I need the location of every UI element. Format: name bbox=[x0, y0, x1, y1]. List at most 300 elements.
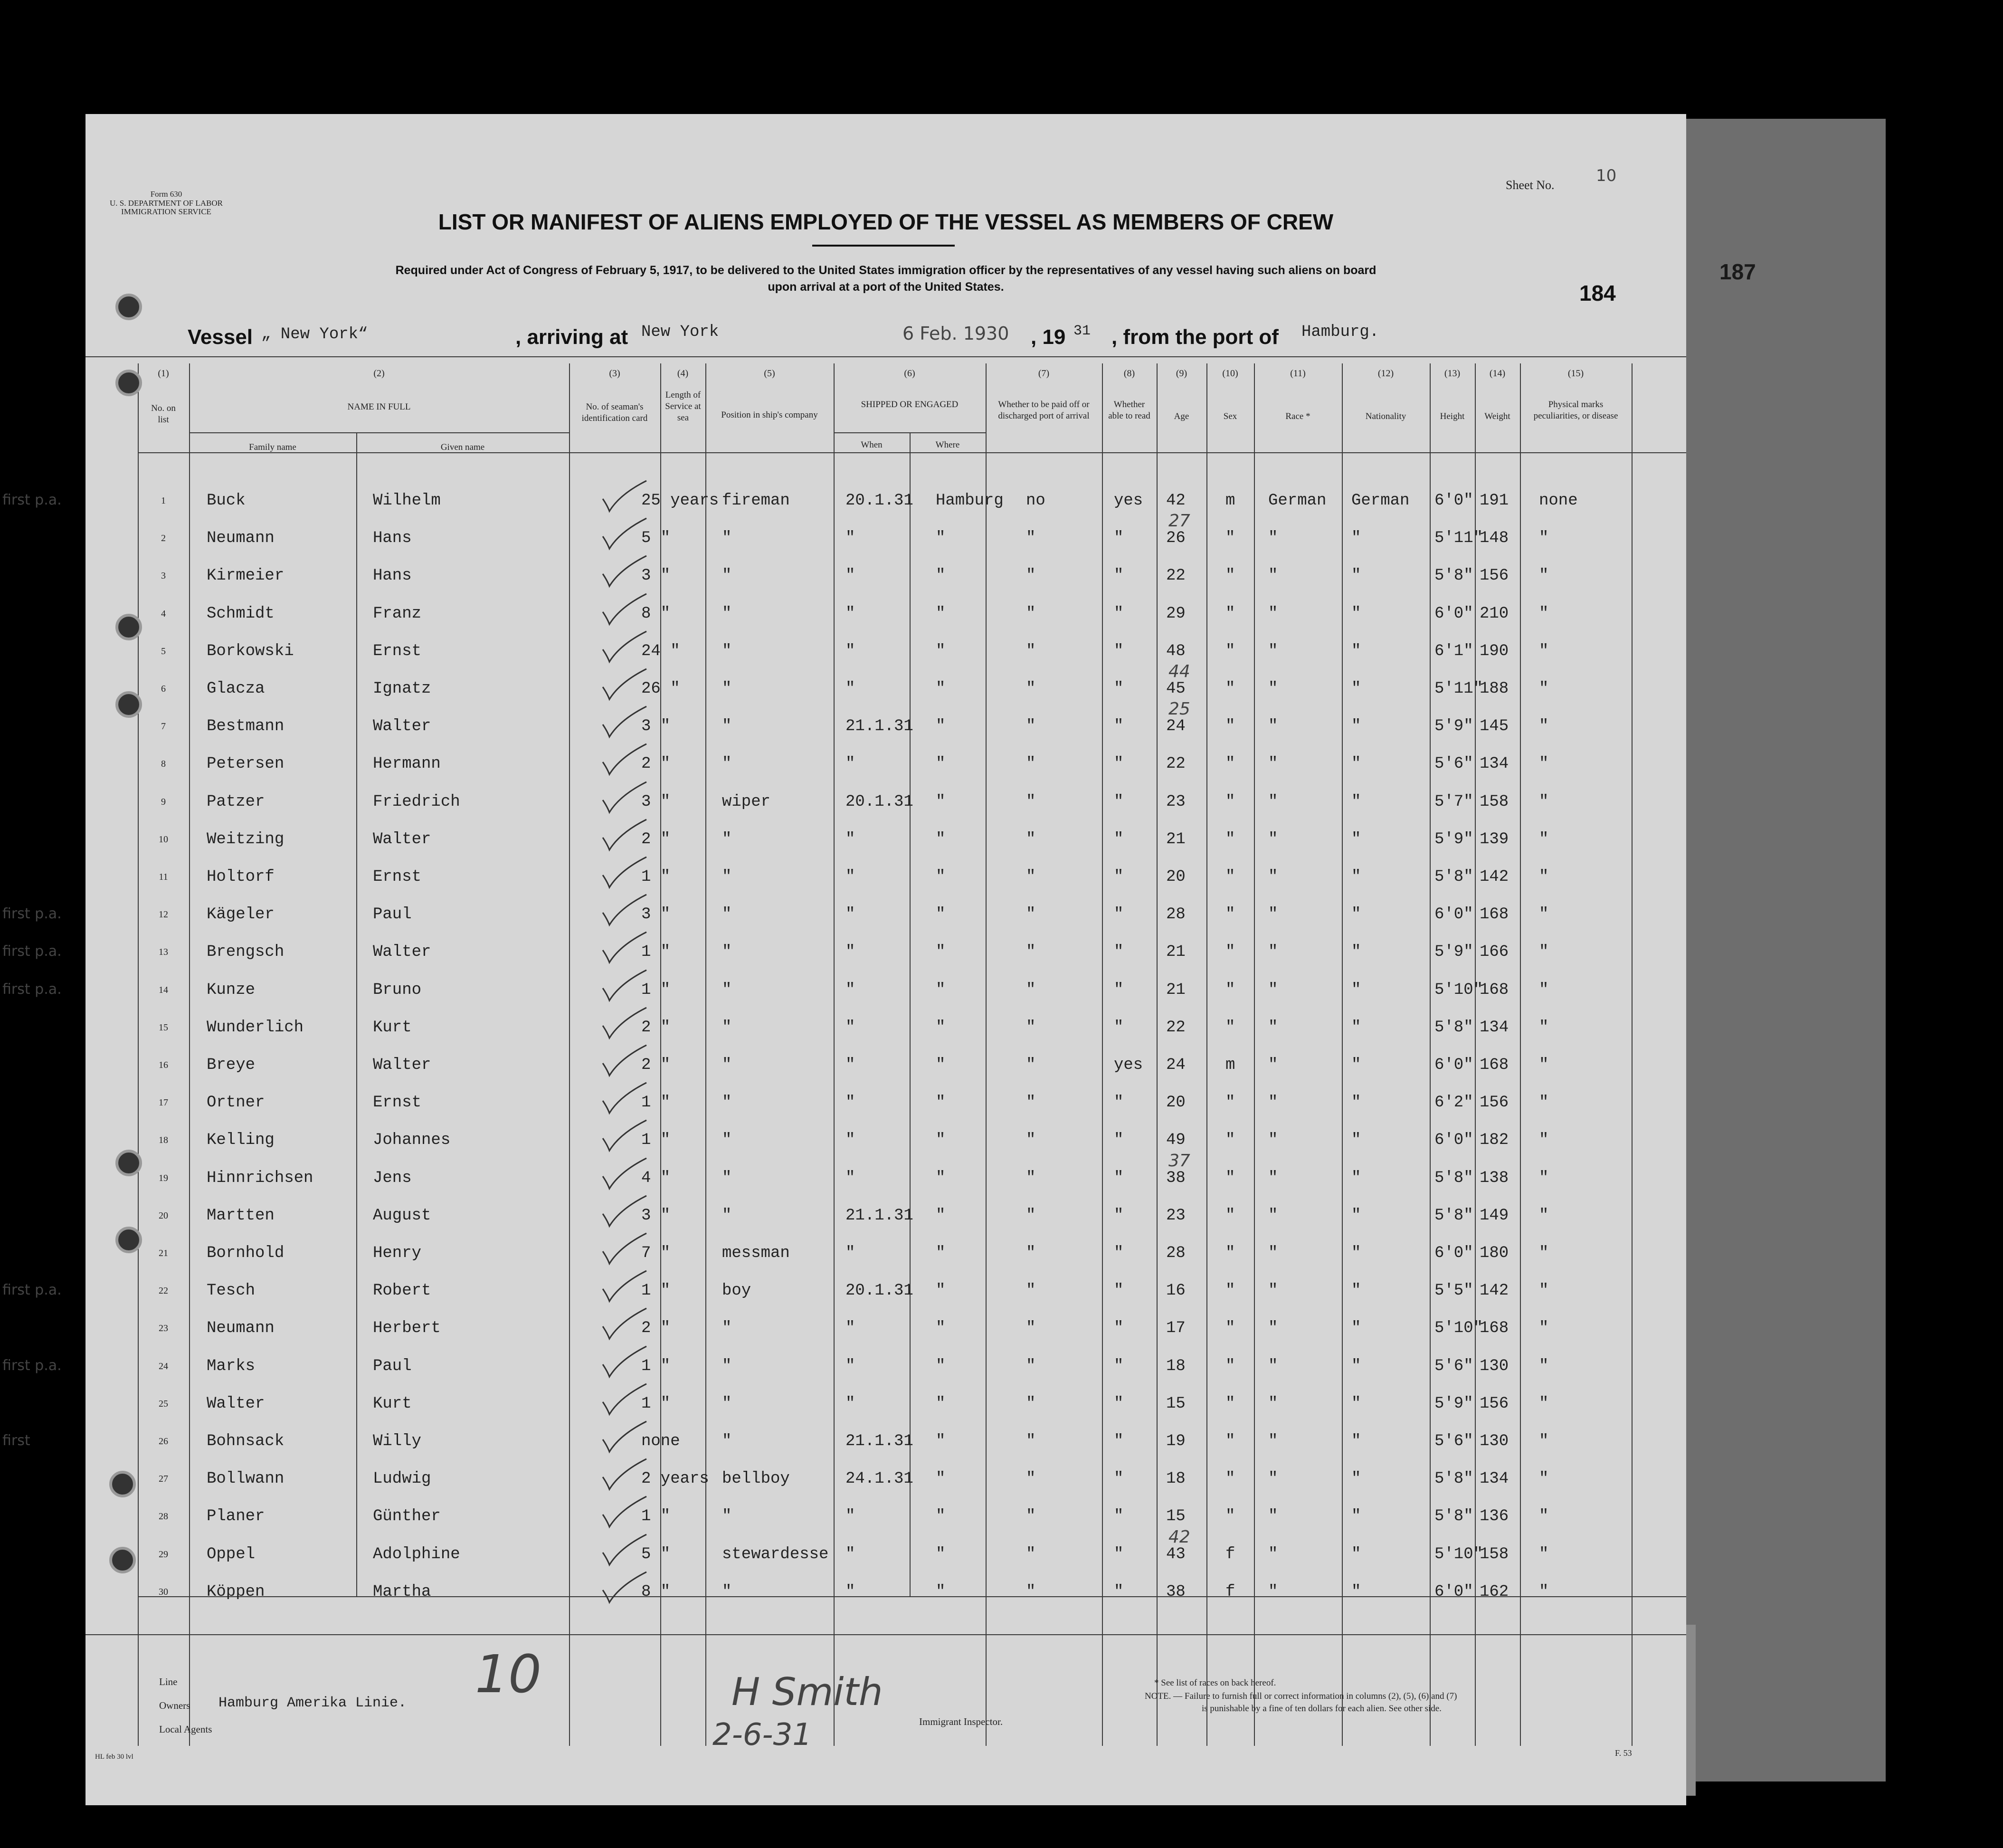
form-number: Form 630 bbox=[150, 190, 182, 199]
height: 6'0" bbox=[1434, 1056, 1473, 1074]
col-5-label: Position in ship's company bbox=[721, 410, 818, 420]
margin-note: first p.a. bbox=[2, 1282, 62, 1298]
length-of-service: 1 " bbox=[641, 1507, 671, 1525]
shipped-when: " bbox=[845, 567, 855, 585]
family-name: Kunze bbox=[207, 981, 256, 999]
sex: " bbox=[1225, 755, 1235, 773]
physical-marks: " bbox=[1539, 868, 1549, 886]
age: 49 bbox=[1166, 1131, 1186, 1149]
physical-marks: " bbox=[1539, 1131, 1549, 1149]
shipped-when: " bbox=[845, 981, 855, 999]
nationality: " bbox=[1351, 1395, 1361, 1413]
length-of-service: 8 " bbox=[641, 605, 671, 623]
able-to-read: " bbox=[1114, 1319, 1124, 1337]
family-name: Kirmeier bbox=[207, 567, 285, 585]
length-of-service: 3 " bbox=[641, 793, 671, 811]
age: 45 bbox=[1166, 680, 1186, 698]
given-name: Kurt bbox=[373, 1019, 412, 1037]
shipped-when: " bbox=[845, 1094, 855, 1112]
ship-position: " bbox=[722, 1583, 732, 1601]
col-divider bbox=[986, 363, 987, 1746]
family-name: Neumann bbox=[207, 529, 275, 547]
shipped-where: " bbox=[936, 793, 946, 811]
paid-off: " bbox=[1026, 529, 1036, 547]
shipped-when: 20.1.31 bbox=[845, 492, 913, 510]
able-to-read: " bbox=[1114, 1545, 1124, 1563]
col-13-label: Height bbox=[1440, 411, 1465, 421]
age-correction: 25 bbox=[1168, 699, 1190, 719]
row-number: 1 bbox=[161, 495, 166, 506]
shipped-where: " bbox=[936, 1583, 946, 1601]
height: 6'2" bbox=[1434, 1094, 1473, 1112]
col-12-label: Nationality bbox=[1365, 411, 1406, 421]
weight: 148 bbox=[1480, 529, 1509, 547]
shipped-where: " bbox=[936, 642, 946, 660]
ship-position: " bbox=[722, 868, 732, 886]
vessel-label: Vessel bbox=[188, 325, 253, 349]
check-mark-icon bbox=[601, 1232, 648, 1266]
shipped-when: " bbox=[845, 1319, 855, 1337]
physical-marks: " bbox=[1539, 605, 1549, 623]
signature-date: 2-6-31 bbox=[712, 1717, 812, 1753]
col-divider bbox=[705, 363, 706, 1746]
weight: 149 bbox=[1480, 1207, 1509, 1225]
ship-position: " bbox=[722, 529, 732, 547]
length-of-service: 2 " bbox=[641, 830, 671, 848]
ship-position: " bbox=[722, 1056, 732, 1074]
height: 5'8" bbox=[1434, 868, 1473, 886]
nationality: " bbox=[1351, 1131, 1361, 1149]
ship-position: " bbox=[722, 1507, 732, 1525]
check-mark-icon bbox=[601, 1383, 648, 1416]
shipped-where: " bbox=[936, 680, 946, 698]
race: " bbox=[1268, 642, 1278, 660]
paid-off: " bbox=[1026, 1056, 1036, 1074]
family-name: Marks bbox=[207, 1357, 256, 1375]
able-to-read: yes bbox=[1114, 1056, 1143, 1074]
sex: " bbox=[1225, 1094, 1235, 1112]
height: 6'0" bbox=[1434, 905, 1473, 924]
able-to-read: " bbox=[1114, 755, 1124, 773]
race: " bbox=[1268, 1507, 1278, 1525]
able-to-read: " bbox=[1114, 830, 1124, 848]
row-number: 29 bbox=[159, 1549, 168, 1560]
sex: " bbox=[1225, 981, 1235, 999]
physical-marks: " bbox=[1539, 567, 1549, 585]
col-10-number: (10) bbox=[1222, 368, 1238, 379]
length-of-service: 2 " bbox=[641, 1056, 671, 1074]
check-mark-icon bbox=[601, 894, 648, 927]
race: " bbox=[1268, 1583, 1278, 1601]
row-number: 15 bbox=[159, 1022, 168, 1033]
able-to-read: " bbox=[1114, 981, 1124, 999]
given-name: Hans bbox=[373, 529, 412, 547]
able-to-read: " bbox=[1114, 905, 1124, 924]
row-number: 20 bbox=[159, 1210, 168, 1221]
paid-off: " bbox=[1026, 830, 1036, 848]
check-mark-icon bbox=[601, 1270, 648, 1303]
family-name: Planer bbox=[207, 1507, 265, 1525]
col-6-where: Where bbox=[935, 440, 960, 450]
physical-marks: " bbox=[1539, 1019, 1549, 1037]
shipped-where: " bbox=[936, 1207, 946, 1225]
nationality: " bbox=[1351, 680, 1361, 698]
sex: " bbox=[1225, 1207, 1235, 1225]
able-to-read: " bbox=[1114, 1432, 1124, 1450]
shipped-when: 20.1.31 bbox=[845, 793, 913, 811]
col-14-label: Weight bbox=[1484, 411, 1510, 421]
ship-position: stewardesse bbox=[722, 1545, 829, 1563]
binder-hole bbox=[115, 614, 142, 640]
check-mark-icon bbox=[601, 705, 648, 739]
binder-hole bbox=[115, 691, 142, 718]
nationality: " bbox=[1351, 905, 1361, 924]
length-of-service: 24 " bbox=[641, 642, 680, 660]
sheet-number: 10 bbox=[1596, 166, 1617, 185]
able-to-read: " bbox=[1114, 1507, 1124, 1525]
shipped-when: 20.1.31 bbox=[845, 1282, 913, 1300]
nationality: " bbox=[1351, 1282, 1361, 1300]
age: 15 bbox=[1166, 1507, 1186, 1525]
given-name: Herbert bbox=[373, 1319, 441, 1337]
back-page-number: 187 bbox=[1719, 259, 1756, 284]
row-number: 24 bbox=[159, 1361, 168, 1372]
sex: " bbox=[1225, 1131, 1235, 1149]
age-correction: 37 bbox=[1168, 1151, 1190, 1171]
check-mark-icon bbox=[601, 931, 648, 964]
nationality: " bbox=[1351, 1432, 1361, 1450]
length-of-service: 2 years bbox=[641, 1470, 709, 1488]
col-6-label: SHIPPED OR ENGAGED bbox=[861, 400, 959, 410]
age: 42 bbox=[1166, 492, 1186, 510]
nationality: " bbox=[1351, 981, 1361, 999]
shipped-where: " bbox=[936, 1395, 946, 1413]
nationality: " bbox=[1351, 755, 1361, 773]
shipped-where: " bbox=[936, 943, 946, 961]
shipped-where: " bbox=[936, 1545, 946, 1563]
family-name: Oppel bbox=[207, 1545, 256, 1563]
shipped-where: " bbox=[936, 1244, 946, 1262]
shipped-when: " bbox=[845, 1507, 855, 1525]
length-of-service: 5 " bbox=[641, 529, 671, 547]
given-name: Henry bbox=[373, 1244, 422, 1262]
physical-marks: " bbox=[1539, 1056, 1549, 1074]
physical-marks: " bbox=[1539, 717, 1549, 735]
row-number: 23 bbox=[159, 1323, 168, 1334]
paid-off: " bbox=[1026, 1244, 1036, 1262]
race: " bbox=[1268, 905, 1278, 924]
binder-hole bbox=[109, 1547, 136, 1573]
sex: " bbox=[1225, 1357, 1235, 1375]
family-name: Kelling bbox=[207, 1131, 275, 1149]
binder-hole bbox=[109, 1471, 136, 1497]
given-name: Walter bbox=[373, 943, 431, 961]
height: 6'0" bbox=[1434, 1244, 1473, 1262]
weight: 168 bbox=[1480, 1056, 1509, 1074]
given-name: Friedrich bbox=[373, 793, 460, 811]
shipped-when: 21.1.31 bbox=[845, 1432, 913, 1450]
paid-off: " bbox=[1026, 1545, 1036, 1563]
race: " bbox=[1268, 680, 1278, 698]
sex: " bbox=[1225, 868, 1235, 886]
sex: " bbox=[1225, 830, 1235, 848]
ship-position: " bbox=[722, 642, 732, 660]
ship-position: wiper bbox=[722, 793, 771, 811]
age: 18 bbox=[1166, 1470, 1186, 1488]
sheet-label: Sheet No. bbox=[1506, 178, 1555, 192]
col-13-number: (13) bbox=[1444, 368, 1461, 379]
handwritten-count: 10 bbox=[475, 1644, 541, 1705]
department-name: U. S. DEPARTMENT OF LABOR bbox=[110, 198, 223, 208]
length-of-service: 1 " bbox=[641, 868, 671, 886]
shipped-when: " bbox=[845, 1583, 855, 1601]
physical-marks: " bbox=[1539, 1357, 1549, 1375]
col-4-label: Length of Service at sea bbox=[665, 390, 701, 423]
fine-note-2: is punishable by a fine of ten dollars for each alien. See other side. bbox=[1202, 1704, 1442, 1714]
able-to-read: " bbox=[1114, 1357, 1124, 1375]
race: " bbox=[1268, 868, 1278, 886]
arriving-label: , arriving at bbox=[515, 325, 628, 349]
col-15-number: (15) bbox=[1567, 368, 1584, 379]
height: 5'8" bbox=[1434, 1207, 1473, 1225]
owners-label: Owners bbox=[159, 1700, 190, 1711]
length-of-service: 1 " bbox=[641, 981, 671, 999]
age: 23 bbox=[1166, 1207, 1186, 1225]
shipped-when: " bbox=[845, 755, 855, 773]
given-name: Walter bbox=[373, 1056, 431, 1074]
race: " bbox=[1268, 943, 1278, 961]
ship-position: bellboy bbox=[722, 1470, 790, 1488]
physical-marks: " bbox=[1539, 1470, 1549, 1488]
able-to-read: " bbox=[1114, 529, 1124, 547]
able-to-read: " bbox=[1114, 793, 1124, 811]
margin-note: first bbox=[2, 1432, 30, 1449]
shipped-where: " bbox=[936, 1094, 946, 1112]
race: " bbox=[1268, 1395, 1278, 1413]
check-mark-icon bbox=[601, 743, 648, 776]
race: " bbox=[1268, 1094, 1278, 1112]
shipped-when: " bbox=[845, 1545, 855, 1563]
check-mark-icon bbox=[601, 1458, 648, 1491]
paid-off: " bbox=[1026, 868, 1036, 886]
check-mark-icon bbox=[601, 781, 648, 814]
given-name: Paul bbox=[373, 905, 412, 924]
length-of-service: 26 " bbox=[641, 680, 680, 698]
inspector-signature: H Smith bbox=[731, 1670, 883, 1714]
col-15-label: Physical marks peculiarities, or disease bbox=[1533, 400, 1618, 421]
height: 5'10" bbox=[1434, 1319, 1483, 1337]
given-name: Ludwig bbox=[373, 1470, 431, 1488]
physical-marks: " bbox=[1539, 905, 1549, 924]
age: 22 bbox=[1166, 567, 1186, 585]
shipped-when: " bbox=[845, 642, 855, 660]
paid-off: " bbox=[1026, 717, 1036, 735]
family-name: Bornhold bbox=[207, 1244, 285, 1262]
ship-position: " bbox=[722, 981, 732, 999]
table-top-border bbox=[85, 356, 1686, 357]
ship-position: " bbox=[722, 680, 732, 698]
check-mark-icon bbox=[601, 593, 648, 626]
nationality: " bbox=[1351, 1319, 1361, 1337]
row-number: 10 bbox=[159, 834, 168, 845]
shipped-when: " bbox=[845, 1131, 855, 1149]
races-note: * See list of races on back hereof. bbox=[1154, 1678, 1276, 1688]
nationality: " bbox=[1351, 1056, 1361, 1074]
age: 26 bbox=[1166, 529, 1186, 547]
given-name: Willy bbox=[373, 1432, 422, 1450]
shipped-where: " bbox=[936, 905, 946, 924]
departure-port: Hamburg. bbox=[1301, 323, 1379, 341]
ship-position: " bbox=[722, 1357, 732, 1375]
check-mark-icon bbox=[601, 555, 648, 588]
shipped-where: " bbox=[936, 1131, 946, 1149]
binder-hole bbox=[115, 370, 142, 396]
nationality: " bbox=[1351, 868, 1361, 886]
able-to-read: " bbox=[1114, 1094, 1124, 1112]
nationality: " bbox=[1351, 567, 1361, 585]
check-mark-icon bbox=[601, 1119, 648, 1153]
ship-position: " bbox=[722, 943, 732, 961]
family-name: Hinnrichsen bbox=[207, 1169, 313, 1187]
check-mark-icon bbox=[601, 517, 648, 551]
weight: 142 bbox=[1480, 1282, 1509, 1300]
paid-off: " bbox=[1026, 1357, 1036, 1375]
physical-marks: " bbox=[1539, 1319, 1549, 1337]
height: 5'5" bbox=[1434, 1282, 1473, 1300]
row-number: 16 bbox=[159, 1060, 168, 1070]
age: 29 bbox=[1166, 605, 1186, 623]
binder-hole bbox=[115, 294, 142, 320]
row-number: 22 bbox=[159, 1286, 168, 1296]
length-of-service: 3 " bbox=[641, 1207, 671, 1225]
col-divider bbox=[1430, 363, 1431, 1746]
shipped-where: " bbox=[936, 1169, 946, 1187]
length-of-service: 25 years bbox=[641, 492, 719, 510]
ship-position: " bbox=[722, 605, 732, 623]
physical-marks: " bbox=[1539, 1395, 1549, 1413]
able-to-read: " bbox=[1114, 567, 1124, 585]
check-mark-icon bbox=[601, 1571, 648, 1604]
length-of-service: 3 " bbox=[641, 567, 671, 585]
shipped-where: " bbox=[936, 717, 946, 735]
age: 28 bbox=[1166, 1244, 1186, 1262]
col-2-label: NAME IN FULL bbox=[347, 402, 411, 412]
weight: 156 bbox=[1480, 567, 1509, 585]
height: 5'10" bbox=[1434, 981, 1483, 999]
footer-top-border bbox=[85, 1634, 1686, 1635]
col-divider bbox=[1157, 363, 1158, 1746]
age: 21 bbox=[1166, 943, 1186, 961]
col-3-label: No. of seaman's identification card bbox=[581, 402, 648, 423]
shipped-where: " bbox=[936, 1056, 946, 1074]
age: 38 bbox=[1166, 1583, 1186, 1601]
ship-position: " bbox=[722, 1019, 732, 1037]
given-name: Günther bbox=[373, 1507, 441, 1525]
shipped-when: " bbox=[845, 905, 855, 924]
weight: 158 bbox=[1480, 793, 1509, 811]
family-name: Schmidt bbox=[207, 605, 275, 623]
row-number: 4 bbox=[161, 609, 166, 619]
inspector-label: Immigrant Inspector. bbox=[919, 1716, 1003, 1727]
row-number: 13 bbox=[159, 947, 168, 957]
title-rule bbox=[812, 245, 955, 247]
paid-off: " bbox=[1026, 1395, 1036, 1413]
shipped-where: " bbox=[936, 755, 946, 773]
paid-off: " bbox=[1026, 680, 1036, 698]
sex: " bbox=[1225, 1169, 1235, 1187]
margin-note: first p.a. bbox=[2, 492, 62, 508]
height: 5'8" bbox=[1434, 1019, 1473, 1037]
nationality: German bbox=[1351, 492, 1410, 510]
check-mark-icon bbox=[601, 856, 648, 889]
row-number: 7 bbox=[161, 721, 166, 732]
form-mark: F. 53 bbox=[1615, 1748, 1632, 1758]
sex: " bbox=[1225, 1019, 1235, 1037]
nationality: " bbox=[1351, 529, 1361, 547]
manifest-title: LIST OR MANIFEST OF ALIENS EMPLOYED OF THE VESSEL AS MEMBERS OF CREW bbox=[438, 210, 1334, 234]
sex: " bbox=[1225, 717, 1235, 735]
check-mark-icon bbox=[601, 1044, 648, 1077]
race: " bbox=[1268, 1357, 1278, 1375]
col-divider bbox=[356, 432, 357, 1596]
race: " bbox=[1268, 793, 1278, 811]
able-to-read: " bbox=[1114, 642, 1124, 660]
row-number: 17 bbox=[159, 1097, 168, 1108]
ship-position: boy bbox=[722, 1282, 751, 1300]
weight: 142 bbox=[1480, 868, 1509, 886]
sex: " bbox=[1225, 605, 1235, 623]
col-8-label: Whether able to read bbox=[1108, 400, 1150, 421]
check-mark-icon bbox=[601, 1007, 648, 1040]
length-of-service: 1 " bbox=[641, 1395, 671, 1413]
family-name: Holtorf bbox=[207, 868, 275, 886]
family-name: Köppen bbox=[207, 1583, 265, 1601]
family-name: Bestmann bbox=[207, 717, 285, 735]
shipped-when: " bbox=[845, 1357, 855, 1375]
length-of-service: 1 " bbox=[641, 1131, 671, 1149]
able-to-read: " bbox=[1114, 1131, 1124, 1149]
weight: 130 bbox=[1480, 1357, 1509, 1375]
paid-off: " bbox=[1026, 905, 1036, 924]
col-divider bbox=[569, 363, 570, 1746]
col-7-label: Whether to be paid off or discharged port of arrival bbox=[998, 400, 1090, 421]
race: " bbox=[1268, 1169, 1278, 1187]
family-name: Tesch bbox=[207, 1282, 256, 1300]
col-divider bbox=[1475, 363, 1476, 1746]
ship-position: " bbox=[722, 830, 732, 848]
length-of-service: 8 " bbox=[641, 1583, 671, 1601]
race: " bbox=[1268, 1056, 1278, 1074]
given-name: Wilhelm bbox=[373, 492, 441, 510]
age: 24 bbox=[1166, 717, 1186, 735]
height: 5'8" bbox=[1434, 567, 1473, 585]
nationality: " bbox=[1351, 1507, 1361, 1525]
paid-off: " bbox=[1026, 642, 1036, 660]
ship-position: " bbox=[722, 717, 732, 735]
shipped-when: 21.1.31 bbox=[845, 1207, 913, 1225]
physical-marks: " bbox=[1539, 1282, 1549, 1300]
weight: 210 bbox=[1480, 605, 1509, 623]
physical-marks: " bbox=[1539, 981, 1549, 999]
col-1-label: No. on list bbox=[151, 403, 176, 425]
race: " bbox=[1268, 567, 1278, 585]
age: 21 bbox=[1166, 981, 1186, 999]
sex: " bbox=[1225, 567, 1235, 585]
paid-off: no bbox=[1026, 492, 1045, 510]
race: German bbox=[1268, 492, 1327, 510]
ship-position: " bbox=[722, 905, 732, 924]
able-to-read: " bbox=[1114, 943, 1124, 961]
